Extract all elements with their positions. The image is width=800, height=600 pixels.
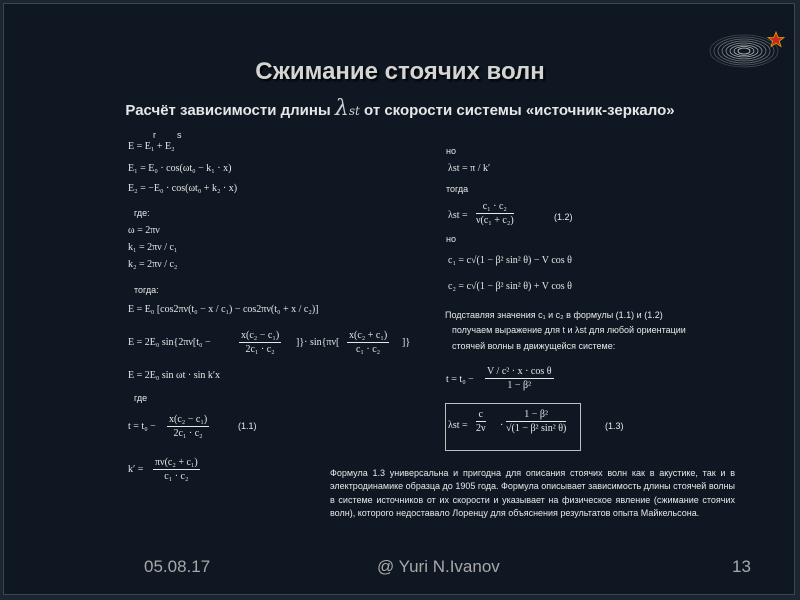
footer-page-number: 13: [732, 557, 751, 576]
equation-label-1-2: (1.2): [554, 212, 573, 222]
equation-e-sin-middle: ]}· sin{πν[: [296, 337, 340, 348]
fraction-denominator: 2c₁ · c₂: [245, 344, 275, 355]
label-r: r: [153, 130, 156, 140]
label-no-2: но: [446, 234, 456, 244]
equation-lambda-lhs: λst =: [448, 210, 468, 221]
substitution-line-3: стоячей волны в движущейся системе:: [452, 341, 616, 351]
equation-label-1-1: (1.1): [238, 421, 257, 431]
fraction-denominator: c₁ · c₂: [164, 471, 189, 482]
fraction-numerator: x(c₂ − c₁): [241, 330, 280, 341]
conclusion-paragraph: Формула 1.3 универсальна и пригодна для описания стоячих волн как в акустике, так и в электродинамике образца до 1905 года. Формула описывает зависимость длины стоячей волны в системе источников от их скорости и указывает на физическое явление (сжимание стоячих волн), которого недоставало Лоренцу для объяснения результатов опыта Майкельсона.: [330, 468, 735, 519]
equation-t-right-lhs: t = t₀ −: [446, 374, 474, 385]
fraction-denominator: c₁ · c₂: [355, 344, 381, 355]
fraction-numerator: x(c₂ − c₁): [169, 414, 208, 425]
slide: [3, 3, 795, 595]
equation-t-lhs: t = t₀ −: [128, 421, 156, 432]
equation-c1: c₁ = c√(1 − β² sin² θ) − V cos θ: [448, 255, 572, 266]
equation-t-fraction: [167, 414, 209, 439]
equation-c2: c₂ = c√(1 − β² sin² θ) + V cos θ: [448, 281, 572, 292]
equation-e-short: E = 2E₀ sin ωt · sin k′x: [128, 370, 221, 381]
slide-subtitle: [4, 96, 795, 121]
label-gde: где:: [134, 208, 150, 218]
equation-e-sum: E = E₁ + E₂: [128, 141, 175, 152]
label-no: но: [446, 146, 456, 156]
equation-e-sin-fraction-1: [239, 330, 281, 355]
lambda-symbol: λ: [334, 96, 349, 121]
equation-e-sin-fraction-2: [347, 330, 389, 355]
equation-e1: E₁ = E₀ · cos(ωt₀ − k₁ · x): [128, 163, 232, 174]
fraction-denominator: ν(c₁ + c₂): [476, 215, 514, 226]
equation-e-sin-end: ]}: [402, 337, 411, 348]
footer-author: @ Yuri N.Ivanov: [377, 557, 500, 576]
substitution-line-1: Подставляя значения c₁ и c₂ в формулы (1.1) и (1.2): [445, 310, 663, 320]
footer-date: 05.08.17: [144, 557, 211, 576]
equation-e-sin-lhs: E = 2E₀ sin{2πν[t₀ −: [128, 337, 211, 348]
slide-title: Сжимание стоячих волн: [255, 58, 545, 85]
label-gde-2: где: [134, 393, 148, 403]
fraction-numerator: 1 − β²: [506, 409, 566, 422]
equation-k1: k₁ = 2πν / c₁: [128, 242, 178, 253]
fraction-denominator: √(1 − β² sin² θ): [506, 423, 567, 434]
label-togda: тогда:: [134, 285, 159, 295]
lambda-subscript: st: [348, 104, 360, 118]
label-togda-right: тогда: [446, 184, 469, 194]
label-s: s: [177, 130, 182, 140]
fraction-numerator: x(c₂ + c₁): [349, 330, 388, 341]
equation-final-lhs: λst =: [448, 420, 468, 431]
equation-t-right-fraction: [485, 366, 554, 391]
fraction-denominator: 2ν: [476, 423, 486, 434]
fraction-numerator: c: [476, 409, 486, 422]
equation-k2: k₂ = 2πν / c₂: [128, 259, 178, 270]
substitution-line-2: получаем выражение для t и λst для любой ориентации: [452, 325, 686, 335]
fraction-numerator: c₁ · c₂: [476, 201, 514, 214]
subtitle-text-before: Расчёт зависимости длины: [125, 102, 335, 119]
equation-e2: E₂ = −E₀ · cos(ωt₀ + k₂ · x): [128, 183, 238, 194]
equation-lambda-fraction: [476, 201, 514, 226]
equation-final-fraction-1: [476, 409, 486, 434]
fraction-denominator: 1 − β²: [507, 380, 532, 391]
equation-label-1-3: (1.3): [605, 421, 624, 431]
equation-k-prime-lhs: k′ =: [128, 464, 144, 475]
equation-omega: ω = 2πν: [128, 225, 160, 236]
fraction-numerator: πν(c₂ + c₁): [155, 457, 198, 468]
subtitle-text-after: от скорости системы «источник-зеркало»: [359, 102, 675, 119]
equation-final-dot: ·: [500, 420, 504, 431]
equation-final-fraction-2: [506, 409, 566, 434]
equation-e-cos-difference: E = E₀ [cos2πν(t₀ − x / c₁) − cos2πν(t₀ + x / c₂)]: [128, 304, 319, 315]
equation-k-prime-fraction: [153, 457, 200, 482]
equation-lambda-simple: λst = π / k′: [448, 163, 491, 174]
fraction-denominator: 2c₁ · c₂: [173, 428, 203, 439]
fraction-numerator: V / c² · x · cos θ: [487, 366, 552, 377]
